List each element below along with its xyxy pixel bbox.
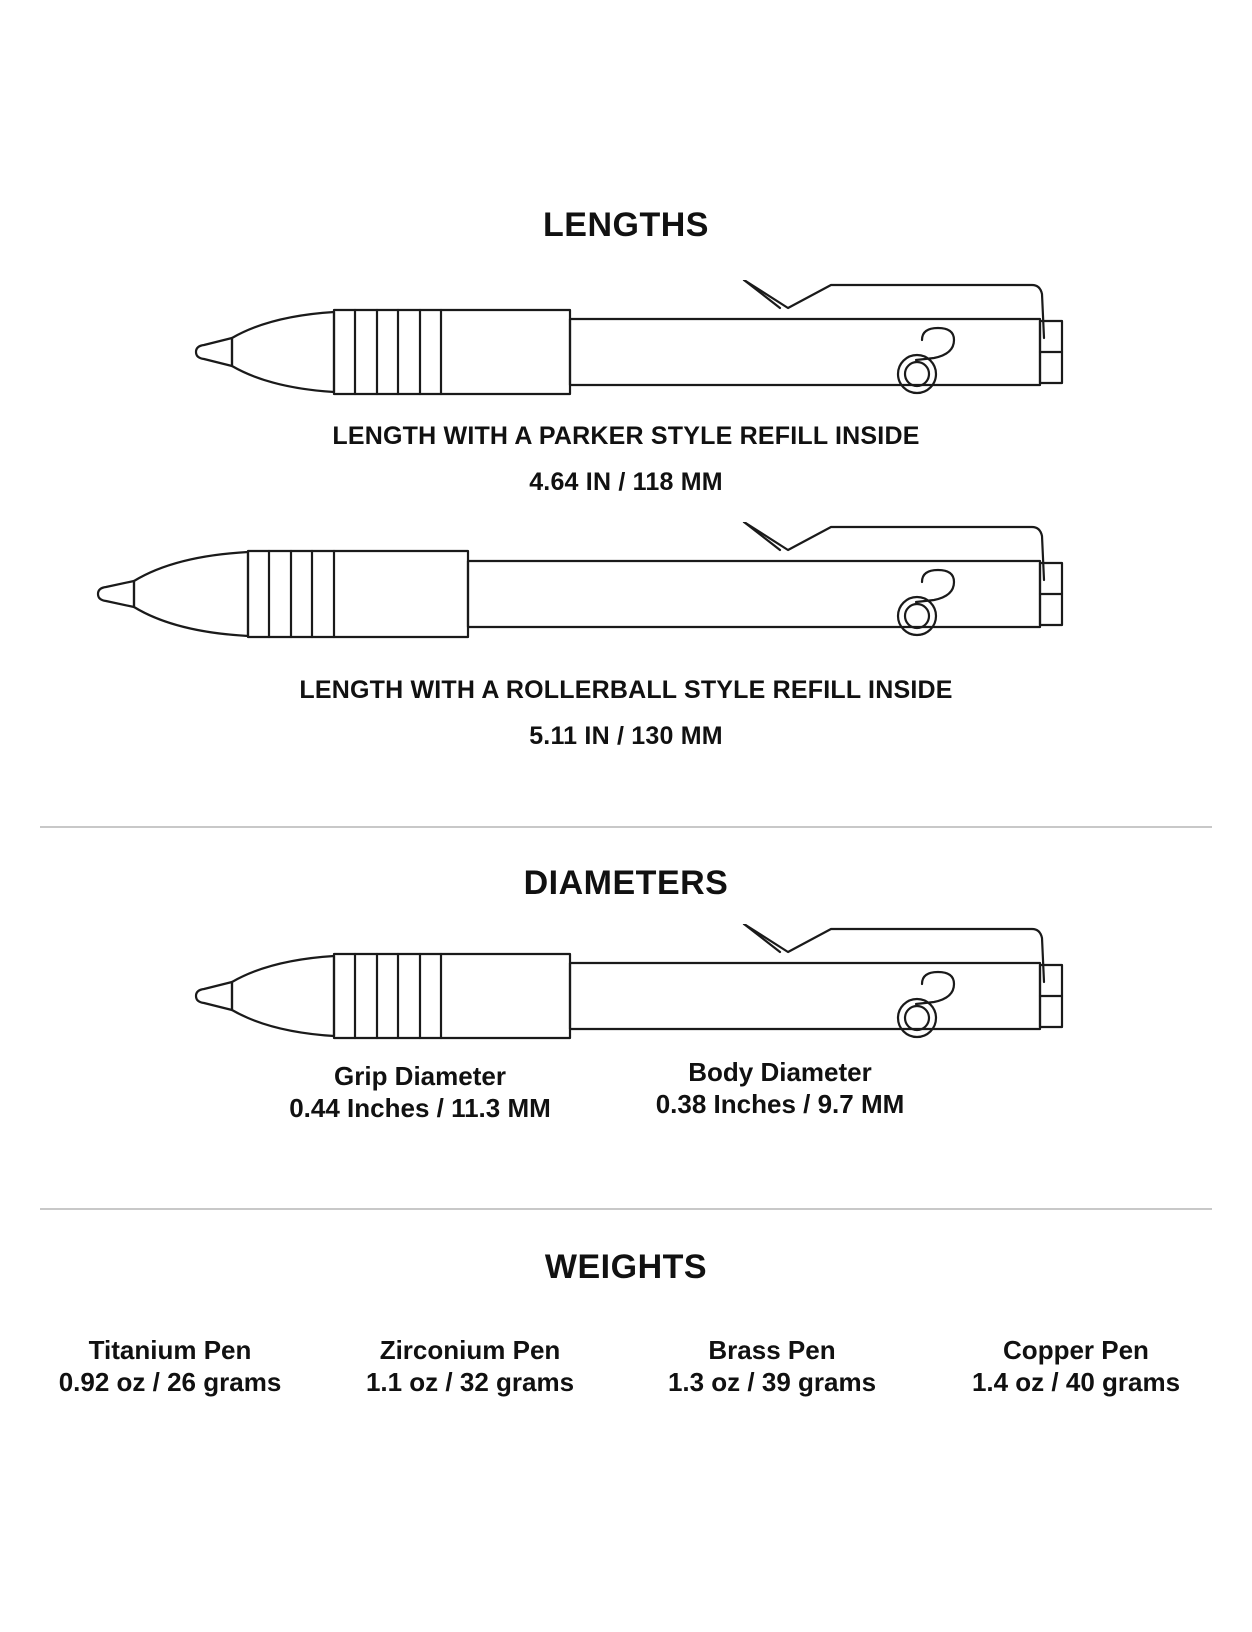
grip-diameter-label: Grip Diameter (334, 1061, 506, 1091)
weight-value-brass: 1.3 oz / 39 grams (667, 1367, 877, 1397)
body-diameter-spec (600, 1056, 960, 1120)
weight-value-zirconium: 1.1 oz / 32 grams (365, 1367, 575, 1397)
weight-value-copper: 1.4 oz / 40 grams (971, 1367, 1181, 1397)
rollerball-length-label: LENGTH WITH A ROLLERBALL STYLE REFILL INSIDE (299, 676, 953, 704)
grip-diameter-value: 0.44 Inches / 11.3 MM (289, 1093, 551, 1123)
lengths-heading: LENGTHS (543, 206, 709, 244)
weight-item-copper (936, 1334, 1216, 1398)
weight-label-brass: Brass Pen (708, 1335, 836, 1365)
body-diameter-label: Body Diameter (688, 1057, 872, 1087)
grip-diameter-spec (240, 1060, 600, 1124)
weight-label-titanium: Titanium Pen (88, 1335, 252, 1365)
diameters-heading: DIAMETERS (523, 864, 729, 902)
pen-diameters-drawing (0, 924, 1252, 1054)
body-diameter-value: 0.38 Inches / 9.7 MM (655, 1089, 905, 1119)
rollerball-length-value: 5.11 IN / 130 MM (529, 722, 723, 750)
parker-length-label: LENGTH WITH A PARKER STYLE REFILL INSIDE (332, 422, 920, 450)
weight-item-brass (632, 1334, 912, 1398)
divider-diameters-weights (40, 1208, 1212, 1210)
weight-item-titanium (30, 1334, 310, 1398)
weight-item-zirconium (330, 1334, 610, 1398)
divider-lengths-diameters (40, 826, 1212, 828)
parker-length-value: 4.64 IN / 118 MM (529, 468, 723, 496)
weight-value-titanium: 0.92 oz / 26 grams (58, 1367, 282, 1397)
weight-label-copper: Copper Pen (1003, 1335, 1149, 1365)
pen-parker-drawing (0, 280, 1252, 410)
weight-label-zirconium: Zirconium Pen (379, 1335, 561, 1365)
weights-heading: WEIGHTS (544, 1248, 708, 1286)
pen-rollerball-drawing (0, 522, 1252, 652)
